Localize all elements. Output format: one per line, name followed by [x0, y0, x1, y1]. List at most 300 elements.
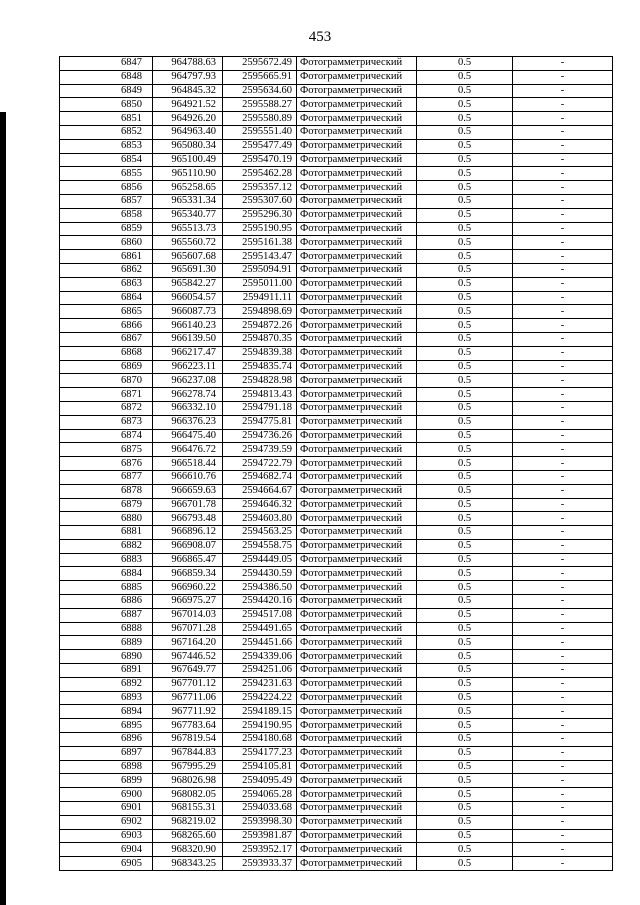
method-cell: Фотограмметрический [297, 401, 417, 415]
table-row [60, 84, 613, 98]
note-cell: - [513, 84, 613, 98]
note-cell: - [513, 415, 613, 429]
table-row [60, 388, 613, 402]
y-coordinate-cell: 2594898.69 [223, 305, 297, 319]
y-coordinate-cell: 2594095.49 [223, 774, 297, 788]
accuracy-cell: 0.5 [417, 401, 513, 415]
accuracy-cell: 0.5 [417, 57, 513, 71]
point-number-cell: 6887 [60, 608, 153, 622]
point-number-cell: 6879 [60, 498, 153, 512]
accuracy-cell: 0.5 [417, 125, 513, 139]
method-cell: Фотограмметрический [297, 125, 417, 139]
accuracy-cell: 0.5 [417, 581, 513, 595]
method-cell: Фотограмметрический [297, 153, 417, 167]
accuracy-cell: 0.5 [417, 636, 513, 650]
table-row [60, 70, 613, 84]
accuracy-cell: 0.5 [417, 305, 513, 319]
y-coordinate-cell: 2594251.06 [223, 664, 297, 678]
point-number-cell: 6860 [60, 236, 153, 250]
method-cell: Фотограмметрический [297, 443, 417, 457]
note-cell: - [513, 70, 613, 84]
method-cell: Фотограмметрический [297, 843, 417, 857]
accuracy-cell: 0.5 [417, 677, 513, 691]
point-number-cell: 6896 [60, 733, 153, 747]
note-cell: - [513, 815, 613, 829]
x-coordinate-cell: 966793.48 [153, 512, 223, 526]
table-body [60, 57, 613, 871]
table-row [60, 677, 613, 691]
point-number-cell: 6867 [60, 332, 153, 346]
accuracy-cell: 0.5 [417, 470, 513, 484]
note-cell: - [513, 222, 613, 236]
point-number-cell: 6890 [60, 650, 153, 664]
y-coordinate-cell: 2594813.43 [223, 388, 297, 402]
note-cell: - [513, 305, 613, 319]
table-row [60, 581, 613, 595]
method-cell: Фотограмметрический [297, 457, 417, 471]
table-row [60, 125, 613, 139]
x-coordinate-cell: 966610.76 [153, 470, 223, 484]
x-coordinate-cell: 967844.83 [153, 746, 223, 760]
y-coordinate-cell: 2594828.98 [223, 374, 297, 388]
accuracy-cell: 0.5 [417, 802, 513, 816]
point-number-cell: 6873 [60, 415, 153, 429]
note-cell: - [513, 332, 613, 346]
method-cell: Фотограмметрический [297, 84, 417, 98]
coordinate-table [59, 56, 613, 871]
accuracy-cell: 0.5 [417, 664, 513, 678]
method-cell: Фотограмметрический [297, 346, 417, 360]
point-number-cell: 6849 [60, 84, 153, 98]
x-coordinate-cell: 968219.02 [153, 815, 223, 829]
note-cell: - [513, 374, 613, 388]
table-row [60, 332, 613, 346]
x-coordinate-cell: 966908.07 [153, 539, 223, 553]
method-cell: Фотограмметрический [297, 691, 417, 705]
y-coordinate-cell: 2594065.28 [223, 788, 297, 802]
note-cell: - [513, 622, 613, 636]
method-cell: Фотограмметрический [297, 112, 417, 126]
y-coordinate-cell: 2593952.17 [223, 843, 297, 857]
method-cell: Фотограмметрический [297, 636, 417, 650]
note-cell: - [513, 125, 613, 139]
table-row [60, 829, 613, 843]
accuracy-cell: 0.5 [417, 733, 513, 747]
note-cell: - [513, 595, 613, 609]
method-cell: Фотограмметрический [297, 305, 417, 319]
method-cell: Фотограмметрический [297, 760, 417, 774]
x-coordinate-cell: 965080.34 [153, 139, 223, 153]
x-coordinate-cell: 965258.65 [153, 181, 223, 195]
x-coordinate-cell: 966476.72 [153, 443, 223, 457]
method-cell: Фотограмметрический [297, 98, 417, 112]
y-coordinate-cell: 2595094.91 [223, 263, 297, 277]
method-cell: Фотограмметрический [297, 429, 417, 443]
y-coordinate-cell: 2594722.79 [223, 457, 297, 471]
table-row [60, 250, 613, 264]
x-coordinate-cell: 968343.25 [153, 857, 223, 871]
note-cell: - [513, 319, 613, 333]
y-coordinate-cell: 2594180.68 [223, 733, 297, 747]
table-row [60, 57, 613, 71]
accuracy-cell: 0.5 [417, 829, 513, 843]
accuracy-cell: 0.5 [417, 112, 513, 126]
x-coordinate-cell: 964788.63 [153, 57, 223, 71]
table-row [60, 457, 613, 471]
table-row [60, 139, 613, 153]
method-cell: Фотограмметрический [297, 181, 417, 195]
y-coordinate-cell: 2594339.06 [223, 650, 297, 664]
note-cell: - [513, 236, 613, 250]
y-coordinate-cell: 2594449.05 [223, 553, 297, 567]
accuracy-cell: 0.5 [417, 319, 513, 333]
method-cell: Фотограмметрический [297, 484, 417, 498]
method-cell: Фотограмметрический [297, 194, 417, 208]
method-cell: Фотограмметрический [297, 567, 417, 581]
method-cell: Фотограмметрический [297, 788, 417, 802]
note-cell: - [513, 705, 613, 719]
table-row [60, 319, 613, 333]
accuracy-cell: 0.5 [417, 691, 513, 705]
y-coordinate-cell: 2594870.35 [223, 332, 297, 346]
note-cell: - [513, 208, 613, 222]
y-coordinate-cell: 2594224.22 [223, 691, 297, 705]
x-coordinate-cell: 967711.06 [153, 691, 223, 705]
method-cell: Фотограмметрический [297, 774, 417, 788]
point-number-cell: 6853 [60, 139, 153, 153]
point-number-cell: 6862 [60, 263, 153, 277]
accuracy-cell: 0.5 [417, 415, 513, 429]
note-cell: - [513, 802, 613, 816]
method-cell: Фотограмметрический [297, 705, 417, 719]
method-cell: Фотограмметрический [297, 332, 417, 346]
y-coordinate-cell: 2594682.74 [223, 470, 297, 484]
y-coordinate-cell: 2594105.81 [223, 760, 297, 774]
note-cell: - [513, 457, 613, 471]
method-cell: Фотограмметрический [297, 733, 417, 747]
point-number-cell: 6876 [60, 457, 153, 471]
table-row [60, 98, 613, 112]
point-number-cell: 6871 [60, 388, 153, 402]
table-row [60, 222, 613, 236]
note-cell: - [513, 677, 613, 691]
note-cell: - [513, 691, 613, 705]
accuracy-cell: 0.5 [417, 84, 513, 98]
x-coordinate-cell: 967711.92 [153, 705, 223, 719]
point-number-cell: 6856 [60, 181, 153, 195]
x-coordinate-cell: 968026.98 [153, 774, 223, 788]
accuracy-cell: 0.5 [417, 70, 513, 84]
table-row [60, 705, 613, 719]
point-number-cell: 6848 [60, 70, 153, 84]
note-cell: - [513, 553, 613, 567]
y-coordinate-cell: 2594664.67 [223, 484, 297, 498]
table-row [60, 815, 613, 829]
table-row [60, 360, 613, 374]
y-coordinate-cell: 2593998.30 [223, 815, 297, 829]
x-coordinate-cell: 966332.10 [153, 401, 223, 415]
x-coordinate-cell: 965340.77 [153, 208, 223, 222]
table-row [60, 857, 613, 871]
method-cell: Фотограмметрический [297, 512, 417, 526]
x-coordinate-cell: 965513.73 [153, 222, 223, 236]
accuracy-cell: 0.5 [417, 457, 513, 471]
y-coordinate-cell: 2594603.80 [223, 512, 297, 526]
note-cell: - [513, 746, 613, 760]
note-cell: - [513, 512, 613, 526]
note-cell: - [513, 498, 613, 512]
accuracy-cell: 0.5 [417, 857, 513, 871]
x-coordinate-cell: 967819.54 [153, 733, 223, 747]
note-cell: - [513, 539, 613, 553]
table-row [60, 401, 613, 415]
accuracy-cell: 0.5 [417, 181, 513, 195]
note-cell: - [513, 664, 613, 678]
method-cell: Фотограмметрический [297, 857, 417, 871]
point-number-cell: 6893 [60, 691, 153, 705]
note-cell: - [513, 388, 613, 402]
table-row [60, 291, 613, 305]
table-row [60, 539, 613, 553]
table-row [60, 512, 613, 526]
accuracy-cell: 0.5 [417, 760, 513, 774]
x-coordinate-cell: 967071.28 [153, 622, 223, 636]
x-coordinate-cell: 966278.74 [153, 388, 223, 402]
table-row [60, 277, 613, 291]
point-number-cell: 6888 [60, 622, 153, 636]
method-cell: Фотограмметрический [297, 526, 417, 540]
x-coordinate-cell: 966237.08 [153, 374, 223, 388]
y-coordinate-cell: 2594872.26 [223, 319, 297, 333]
point-number-cell: 6864 [60, 291, 153, 305]
note-cell: - [513, 153, 613, 167]
point-number-cell: 6895 [60, 719, 153, 733]
x-coordinate-cell: 966865.47 [153, 553, 223, 567]
note-cell: - [513, 429, 613, 443]
method-cell: Фотограмметрический [297, 222, 417, 236]
scan-edge-bar [0, 112, 6, 905]
accuracy-cell: 0.5 [417, 263, 513, 277]
x-coordinate-cell: 966859.34 [153, 567, 223, 581]
method-cell: Фотограмметрический [297, 70, 417, 84]
method-cell: Фотограмметрический [297, 263, 417, 277]
y-coordinate-cell: 2594739.59 [223, 443, 297, 457]
point-number-cell: 6872 [60, 401, 153, 415]
accuracy-cell: 0.5 [417, 650, 513, 664]
y-coordinate-cell: 2595357.12 [223, 181, 297, 195]
table-row [60, 664, 613, 678]
accuracy-cell: 0.5 [417, 608, 513, 622]
table-row [60, 112, 613, 126]
table-row [60, 208, 613, 222]
y-coordinate-cell: 2594420.16 [223, 595, 297, 609]
y-coordinate-cell: 2594430.59 [223, 567, 297, 581]
accuracy-cell: 0.5 [417, 222, 513, 236]
accuracy-cell: 0.5 [417, 139, 513, 153]
table-row [60, 553, 613, 567]
x-coordinate-cell: 965607.68 [153, 250, 223, 264]
y-coordinate-cell: 2594231.63 [223, 677, 297, 691]
y-coordinate-cell: 2595011.00 [223, 277, 297, 291]
x-coordinate-cell: 964845.32 [153, 84, 223, 98]
table-row [60, 843, 613, 857]
x-coordinate-cell: 968265.60 [153, 829, 223, 843]
table-row [60, 691, 613, 705]
y-coordinate-cell: 2594563.25 [223, 526, 297, 540]
x-coordinate-cell: 967649.77 [153, 664, 223, 678]
y-coordinate-cell: 2594839.38 [223, 346, 297, 360]
note-cell: - [513, 843, 613, 857]
note-cell: - [513, 98, 613, 112]
y-coordinate-cell: 2595190.95 [223, 222, 297, 236]
point-number-cell: 6854 [60, 153, 153, 167]
accuracy-cell: 0.5 [417, 498, 513, 512]
x-coordinate-cell: 968155.31 [153, 802, 223, 816]
note-cell: - [513, 194, 613, 208]
y-coordinate-cell: 2594451.66 [223, 636, 297, 650]
point-number-cell: 6898 [60, 760, 153, 774]
method-cell: Фотограмметрический [297, 622, 417, 636]
point-number-cell: 6877 [60, 470, 153, 484]
note-cell: - [513, 567, 613, 581]
x-coordinate-cell: 965842.27 [153, 277, 223, 291]
y-coordinate-cell: 2594911.11 [223, 291, 297, 305]
y-coordinate-cell: 2593981.87 [223, 829, 297, 843]
method-cell: Фотограмметрический [297, 415, 417, 429]
x-coordinate-cell: 966475.40 [153, 429, 223, 443]
point-number-cell: 6852 [60, 125, 153, 139]
method-cell: Фотограмметрический [297, 539, 417, 553]
table-row [60, 774, 613, 788]
table-row [60, 622, 613, 636]
table-row [60, 760, 613, 774]
point-number-cell: 6857 [60, 194, 153, 208]
method-cell: Фотограмметрический [297, 388, 417, 402]
y-coordinate-cell: 2594177.23 [223, 746, 297, 760]
point-number-cell: 6858 [60, 208, 153, 222]
accuracy-cell: 0.5 [417, 539, 513, 553]
y-coordinate-cell: 2595143.47 [223, 250, 297, 264]
point-number-cell: 6865 [60, 305, 153, 319]
x-coordinate-cell: 964921.52 [153, 98, 223, 112]
table-row [60, 498, 613, 512]
table-row [60, 194, 613, 208]
note-cell: - [513, 167, 613, 181]
y-coordinate-cell: 2594775.81 [223, 415, 297, 429]
point-number-cell: 6900 [60, 788, 153, 802]
y-coordinate-cell: 2595296.30 [223, 208, 297, 222]
method-cell: Фотограмметрический [297, 57, 417, 71]
method-cell: Фотограмметрический [297, 802, 417, 816]
x-coordinate-cell: 964797.93 [153, 70, 223, 84]
point-number-cell: 6869 [60, 360, 153, 374]
table-row [60, 415, 613, 429]
x-coordinate-cell: 966376.23 [153, 415, 223, 429]
point-number-cell: 6851 [60, 112, 153, 126]
x-coordinate-cell: 965100.49 [153, 153, 223, 167]
note-cell: - [513, 181, 613, 195]
y-coordinate-cell: 2595588.27 [223, 98, 297, 112]
note-cell: - [513, 581, 613, 595]
x-coordinate-cell: 967783.64 [153, 719, 223, 733]
note-cell: - [513, 526, 613, 540]
accuracy-cell: 0.5 [417, 374, 513, 388]
y-coordinate-cell: 2594736.26 [223, 429, 297, 443]
accuracy-cell: 0.5 [417, 250, 513, 264]
y-coordinate-cell: 2593933.37 [223, 857, 297, 871]
method-cell: Фотограмметрический [297, 470, 417, 484]
table-row [60, 608, 613, 622]
method-cell: Фотограмметрический [297, 277, 417, 291]
note-cell: - [513, 719, 613, 733]
y-coordinate-cell: 2594386.50 [223, 581, 297, 595]
x-coordinate-cell: 966054.57 [153, 291, 223, 305]
note-cell: - [513, 139, 613, 153]
accuracy-cell: 0.5 [417, 553, 513, 567]
method-cell: Фотограмметрический [297, 746, 417, 760]
method-cell: Фотограмметрический [297, 360, 417, 374]
x-coordinate-cell: 966140.23 [153, 319, 223, 333]
x-coordinate-cell: 966960.22 [153, 581, 223, 595]
accuracy-cell: 0.5 [417, 622, 513, 636]
note-cell: - [513, 774, 613, 788]
y-coordinate-cell: 2595462.28 [223, 167, 297, 181]
page-number: 453 [308, 29, 332, 45]
x-coordinate-cell: 965691.30 [153, 263, 223, 277]
table-row [60, 443, 613, 457]
y-coordinate-cell: 2594835.74 [223, 360, 297, 374]
table-row [60, 305, 613, 319]
x-coordinate-cell: 968320.90 [153, 843, 223, 857]
accuracy-cell: 0.5 [417, 236, 513, 250]
note-cell: - [513, 760, 613, 774]
accuracy-cell: 0.5 [417, 512, 513, 526]
point-number-cell: 6884 [60, 567, 153, 581]
accuracy-cell: 0.5 [417, 167, 513, 181]
x-coordinate-cell: 967701.12 [153, 677, 223, 691]
note-cell: - [513, 263, 613, 277]
note-cell: - [513, 484, 613, 498]
point-number-cell: 6892 [60, 677, 153, 691]
point-number-cell: 6899 [60, 774, 153, 788]
accuracy-cell: 0.5 [417, 843, 513, 857]
point-number-cell: 6878 [60, 484, 153, 498]
accuracy-cell: 0.5 [417, 429, 513, 443]
y-coordinate-cell: 2595470.19 [223, 153, 297, 167]
table-row [60, 263, 613, 277]
x-coordinate-cell: 966659.63 [153, 484, 223, 498]
method-cell: Фотограмметрический [297, 498, 417, 512]
note-cell: - [513, 401, 613, 415]
method-cell: Фотограмметрический [297, 664, 417, 678]
x-coordinate-cell: 968082.05 [153, 788, 223, 802]
note-cell: - [513, 112, 613, 126]
point-number-cell: 6886 [60, 595, 153, 609]
point-number-cell: 6874 [60, 429, 153, 443]
accuracy-cell: 0.5 [417, 526, 513, 540]
method-cell: Фотограмметрический [297, 581, 417, 595]
y-coordinate-cell: 2594189.15 [223, 705, 297, 719]
method-cell: Фотограмметрический [297, 719, 417, 733]
table-row [60, 650, 613, 664]
y-coordinate-cell: 2595161.38 [223, 236, 297, 250]
note-cell: - [513, 788, 613, 802]
point-number-cell: 6866 [60, 319, 153, 333]
point-number-cell: 6875 [60, 443, 153, 457]
table-row [60, 167, 613, 181]
accuracy-cell: 0.5 [417, 788, 513, 802]
note-cell: - [513, 277, 613, 291]
